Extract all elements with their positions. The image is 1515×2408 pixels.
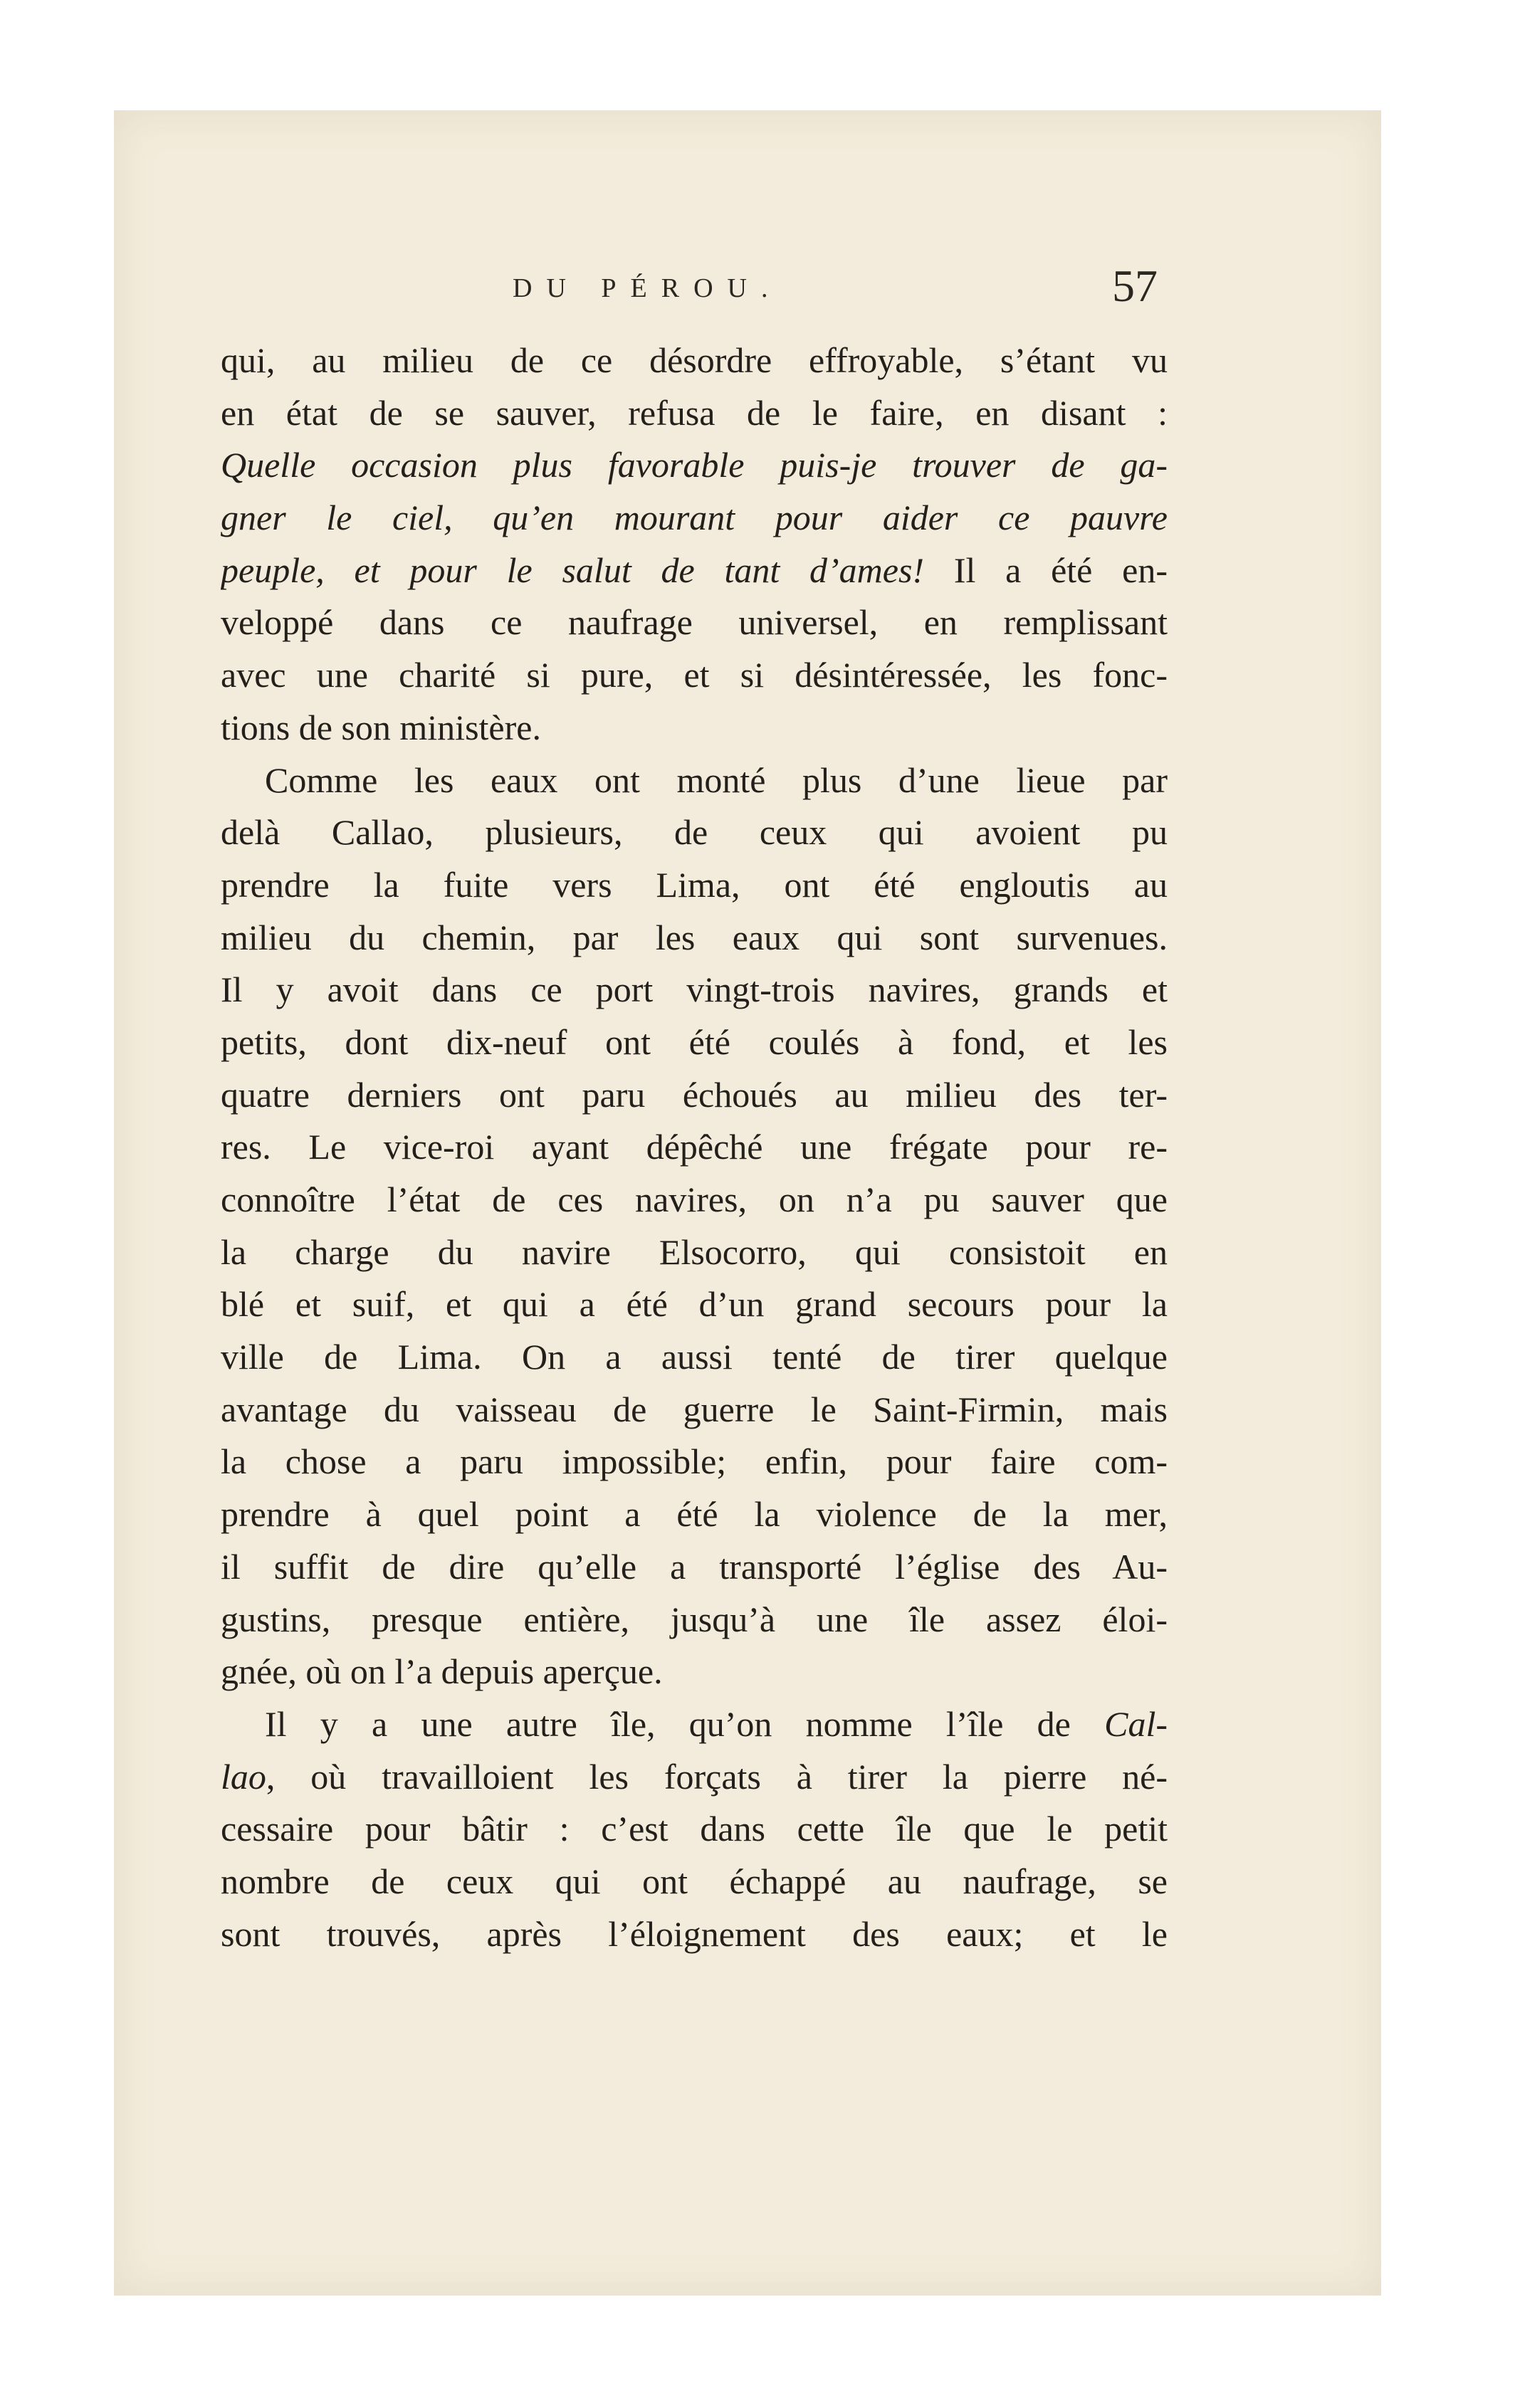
text-line: avec une charité si pure, et si désintéressée, les fonc- <box>221 655 1168 695</box>
text-line: prendre à quel point a été la violence de la mer, <box>221 1494 1168 1535</box>
page-header <box>114 260 1381 317</box>
text-line: il suffit de dire qu’elle a transporté l’église des Au- <box>221 1546 1168 1587</box>
text-line: veloppé dans ce naufrage universel, en remplissant <box>221 602 1168 643</box>
text-line: prendre la fuite vers Lima, ont été engloutis au <box>221 864 1168 905</box>
text-line: gustins, presque entière, jusqu’à une île assez éloi- <box>221 1599 1168 1639</box>
body-text <box>221 335 1168 1960</box>
text-line: milieu du chemin, par les eaux qui sont survenues. <box>221 917 1168 957</box>
text-fragment: Il y a une autre île, qu’on nomme l’île de <box>265 1703 1105 1744</box>
running-title: DU PÉROU. <box>513 273 782 303</box>
text-line: qui, au milieu de ce désordre effroyable, s’étant vu <box>221 340 1168 380</box>
text-line: petits, dont dix-neuf ont été coulés à fond, et les <box>221 1021 1168 1062</box>
text-line: tions de son ministère. <box>221 707 541 747</box>
text-line: nombre de ceux qui ont échappé au naufrage, se <box>221 1861 1168 1901</box>
text-line: delà Callao, plusieurs, de ceux qui avoient pu <box>221 812 1168 853</box>
text-line: Comme les eaux ont monté plus d’une lieue par <box>265 759 1168 800</box>
text-line: gnée, où on l’a depuis aperçue. <box>221 1651 663 1692</box>
text-line: en état de se sauver, refusa de le faire, en disant : <box>221 392 1168 433</box>
text-fragment: , où travailloient les forçats à tirer la pierre né- <box>266 1756 1168 1797</box>
text-line: cessaire pour bâtir : c’est dans cette île que le petit <box>221 1809 1168 1849</box>
page-number: 57 <box>1112 261 1158 311</box>
text-line <box>221 1698 1168 1751</box>
text-line: quatre derniers ont paru échoués au milieu des ter- <box>221 1074 1168 1115</box>
text-line: avantage du vaisseau de guerre le Saint-Firmin, mais <box>221 1389 1168 1429</box>
text-line: Il y avoit dans ce port vingt-trois navires, grands et <box>221 969 1168 1010</box>
text-line: connoître l’état de ces navires, on n’a pu sauver que <box>221 1179 1168 1219</box>
place-name: lao <box>221 1756 266 1797</box>
text-line-quote: Quelle occasion plus favorable puis-je trouver de ga- <box>221 445 1168 485</box>
text-line: la chose a paru impossible; enfin, pour faire com- <box>221 1441 1168 1482</box>
book-page <box>114 110 1381 2296</box>
text-fragment: Il a été en- <box>924 550 1168 590</box>
text-line-quote: gner le ciel, qu’en mourant pour aider ce pauvre <box>221 498 1168 538</box>
text-line: sont trouvés, après l’éloignement des eaux; et le <box>221 1913 1168 1954</box>
text-line <box>221 1751 1168 1804</box>
text-line: ville de Lima. On a aussi tenté de tirer quelque <box>221 1337 1168 1377</box>
text-line: blé et suif, et qui a été d’un grand secours pour la <box>221 1284 1168 1325</box>
text-line: la charge du navire Elsocorro, qui consistoit en <box>221 1231 1168 1272</box>
place-name: Cal- <box>1104 1703 1168 1744</box>
quote-end: peuple, et pour le salut de tant d’ames! <box>221 550 925 590</box>
text-line: res. Le vice-roi ayant dépêché une frégate pour re- <box>221 1127 1168 1167</box>
text-line <box>221 545 1168 597</box>
